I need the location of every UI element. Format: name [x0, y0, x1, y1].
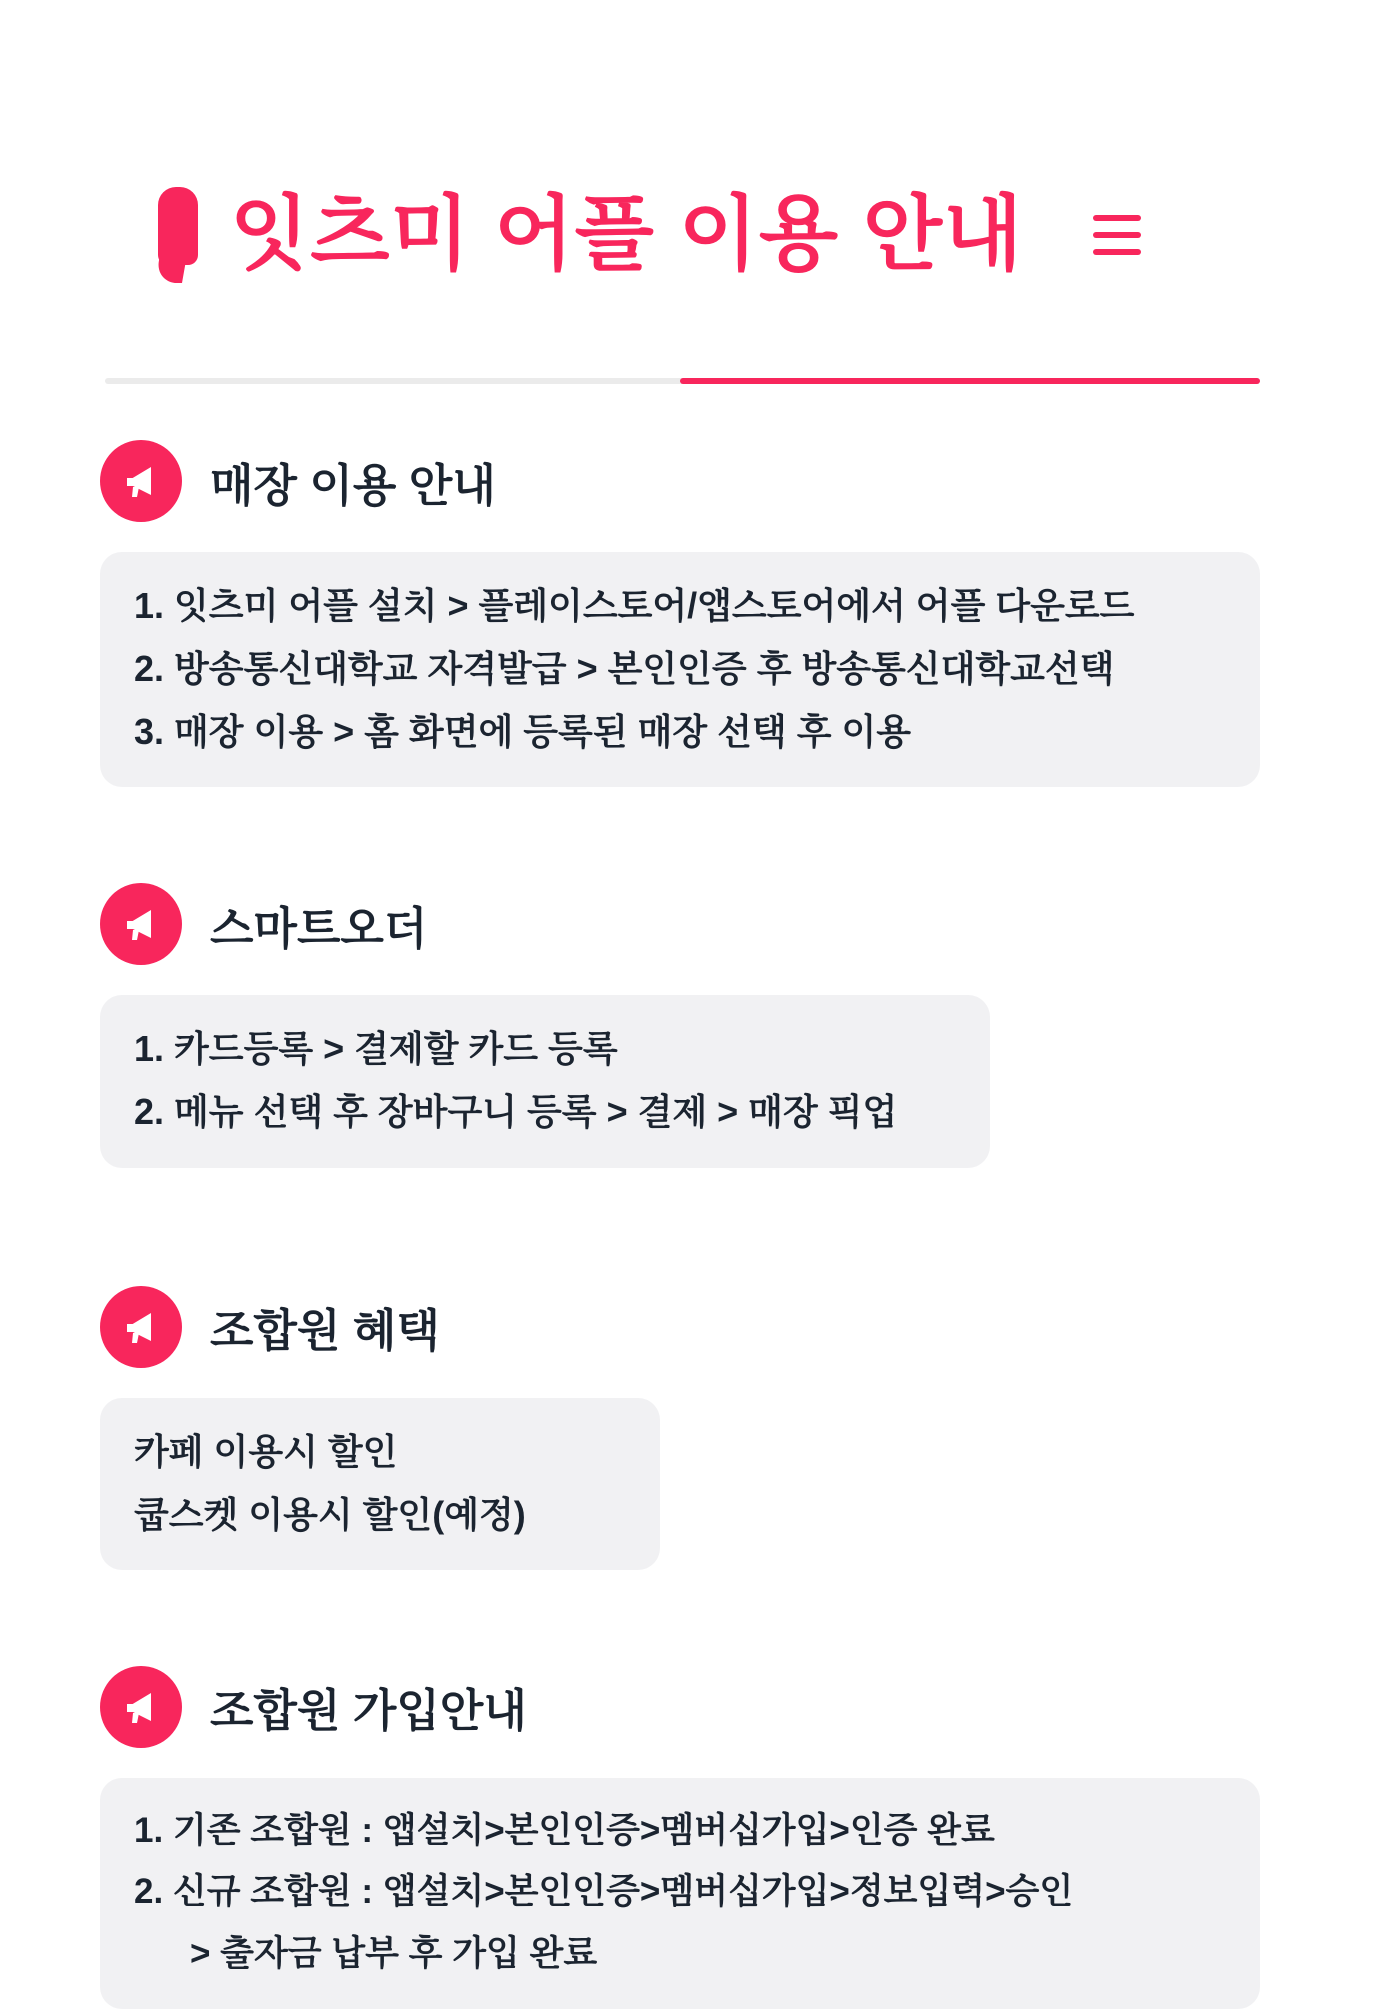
section-title: 조합원 혜택: [210, 1305, 440, 1357]
list-item: 1. 기존 조합원 : 앱설치>본인인증>멤버십가입>인증 완료: [134, 1810, 995, 1850]
list-item: 카페 이용시 할인: [134, 1430, 398, 1472]
section-body-card: [100, 995, 990, 1167]
section-body-card: [100, 1778, 1260, 2009]
list-item: 2. 메뉴 선택 후 장바구니 등록 > 결제 > 매장 픽업: [134, 1091, 898, 1133]
header-divider-active: [680, 378, 1260, 384]
section-smart-order: [0, 883, 1394, 1167]
section-membership-signup: [0, 1666, 1394, 2009]
list-item: > 출자금 납부 후 가입 완료: [190, 1934, 598, 1974]
hamburger-menu-icon[interactable]: [1093, 215, 1141, 255]
section-body-card: [100, 1398, 660, 1570]
section-store-guide: [0, 440, 1394, 787]
itsme-logo-mark-icon: [150, 187, 208, 283]
megaphone-icon: [100, 1666, 182, 1748]
page-header: [0, 150, 1394, 320]
list-item: 1. 잇츠미 어플 설치 > 플레이스토어/앱스토어에서 어플 다운로드: [134, 585, 1135, 626]
page-title: 잇츠미 어플 이용 안내: [230, 189, 1024, 280]
section-header: [0, 440, 1394, 522]
megaphone-icon: [100, 883, 182, 965]
megaphone-icon: [100, 440, 182, 522]
list-item: 1. 카드등록 > 결제할 카드 등록: [134, 1028, 618, 1070]
section-header: [0, 883, 1394, 965]
content-area: [0, 440, 1394, 2009]
list-item: 2. 방송통신대학교 자격발급 > 본인인증 후 방송통신대학교선택: [134, 648, 1115, 690]
section-member-benefits: [0, 1286, 1394, 1570]
section-title: 매장 이용 안내: [210, 459, 496, 511]
megaphone-icon: [100, 1286, 182, 1368]
section-header: [0, 1666, 1394, 1748]
section-title: 스마트오더: [210, 902, 428, 954]
section-header: [0, 1286, 1394, 1368]
list-item: 3. 매장 이용 > 홈 화면에 등록된 매장 선택 후 이용: [134, 711, 912, 753]
list-item: 2. 신규 조합원 : 앱설치>본인인증>멤버십가입>정보입력>승인: [134, 1872, 1074, 1912]
section-title: 조합원 가입안내: [210, 1685, 527, 1737]
section-body-card: [100, 552, 1260, 787]
list-item: 쿱스켓 이용시 할인(예정): [134, 1493, 526, 1535]
